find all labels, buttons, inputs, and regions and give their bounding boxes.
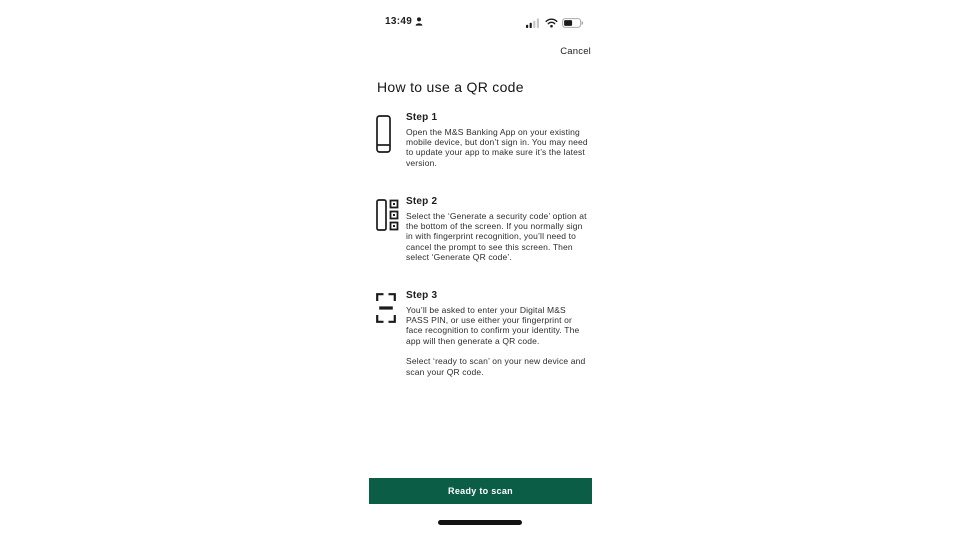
cellular-signal-icon (526, 18, 541, 28)
step-1-text (406, 112, 591, 168)
step-2-body: Select the ‘Generate a security code’ option at the bottom of the screen. If you normally sign in with fingerprint recognition, you’ll need to cancel the prompt to see this screen. Then select ‘Generate QR code’. (406, 210, 587, 263)
phone-menu-icon (376, 196, 406, 231)
cancel-button[interactable]: Cancel (560, 46, 591, 57)
step-3-body: You’ll be asked to enter your Digital M&S PASS PIN, or use either your fingerprint or face recognition to confirm your identity. The app will then generate a QR code. (406, 304, 580, 346)
page-title: How to use a QR code (377, 79, 524, 95)
home-indicator-handle[interactable] (438, 520, 522, 525)
step-2-heading: Step 2 (406, 196, 438, 207)
clock-time: 13:49 (385, 16, 413, 27)
person-icon (415, 17, 423, 26)
step-3-text (406, 290, 591, 377)
step-3-section (376, 290, 591, 377)
step-2-text (406, 196, 591, 263)
step-3-heading: Step 3 (406, 290, 438, 301)
mobile-phone-icon (376, 112, 406, 153)
step-3-body-2: Select ‘ready to scan’ on your new device and scan your QR code. (406, 356, 586, 377)
battery-icon (562, 18, 584, 28)
wifi-icon (545, 18, 558, 28)
phone-screen (355, 0, 605, 540)
step-1-heading: Step 1 (406, 112, 438, 123)
step-2-section (376, 196, 591, 263)
ready-to-scan-button[interactable]: Ready to scan (369, 478, 592, 504)
status-bar-time (385, 16, 423, 27)
step-1-body: Open the M&S Banking App on your existing mobile device, but don’t sign in. You may need to update your app to make sure it’s the latest version. (406, 126, 588, 168)
qr-scan-icon (376, 290, 406, 323)
step-1-section (376, 112, 591, 168)
status-bar-icons (526, 18, 584, 28)
